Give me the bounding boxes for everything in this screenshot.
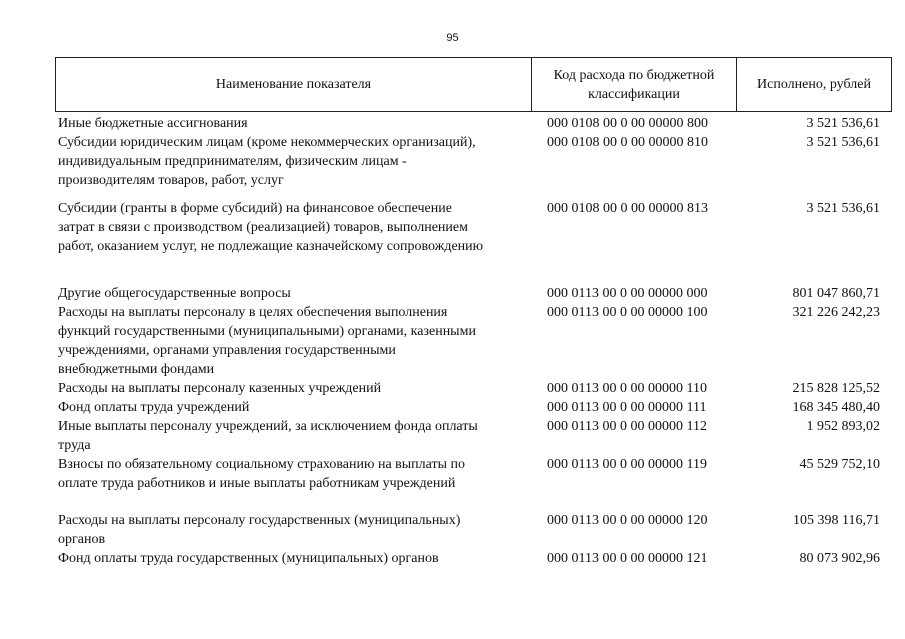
- row-amount: 215 828 125,52: [792, 381, 880, 396]
- row-amount: 168 345 480,40: [792, 400, 880, 415]
- row-amount: 45 529 752,10: [799, 457, 880, 472]
- row-code: 000 0113 00 0 00 00000 119: [547, 457, 707, 472]
- row-name-line: индивидуальным предпринимателям, физическим лицам -: [58, 154, 407, 169]
- header-expense-code-line1: Код расхода по бюджетной: [553, 67, 715, 83]
- row-name: [55, 417, 531, 455]
- row-code: 000 0113 00 0 00 00000 100: [547, 305, 708, 320]
- row-name-line: Фонд оплаты труда учреждений: [58, 400, 250, 415]
- row-name: [55, 284, 531, 303]
- row-code: 000 0113 00 0 00 00000 111: [547, 400, 707, 415]
- row-code: 000 0108 00 0 00 00000 810: [547, 135, 708, 150]
- row-amount: 321 226 242,23: [792, 305, 880, 320]
- row-name-line: Расходы на выплаты персоналу в целях обеспечения выполнения: [58, 305, 448, 320]
- row-name: [55, 398, 531, 417]
- row-name-line: работ, оказанием услуг, не подлежащие казначейскому сопровождению: [58, 239, 484, 254]
- row-name-line: Другие общегосударственные вопросы: [58, 286, 291, 301]
- table-row: [55, 199, 892, 256]
- row-name-line: Иные бюджетные ассигнования: [58, 116, 248, 131]
- row-name-line: функций государственными (муниципальными) органами, казенными: [58, 324, 476, 339]
- header-expense-code: [532, 58, 737, 111]
- row-name-line: Расходы на выплаты персоналу государственных (муниципальных): [58, 513, 461, 528]
- row-name: [55, 303, 531, 379]
- table-row: [55, 379, 892, 398]
- row-code: 000 0108 00 0 00 00000 813: [547, 201, 708, 216]
- row-amount: 1 952 893,02: [806, 419, 880, 434]
- page-number: 95: [446, 32, 459, 44]
- row-name: [55, 114, 531, 133]
- row-name-line: учреждениями, органами управления государственными: [58, 343, 396, 358]
- header-indicator-name: Наименование показателя: [56, 58, 532, 111]
- row-code: 000 0113 00 0 00 00000 110: [547, 381, 707, 396]
- table-row: [55, 417, 892, 455]
- row-amount: 3 521 536,61: [806, 201, 880, 216]
- row-name-line: Фонд оплаты труда государственных (муниципальных) органов: [58, 551, 439, 566]
- table-header: [55, 57, 892, 112]
- row-name-line: Субсидии (гранты в форме субсидий) на финансовое обеспечение: [58, 201, 452, 216]
- table-row: [55, 133, 892, 190]
- row-code: 000 0113 00 0 00 00000 112: [547, 419, 707, 434]
- header-executed-amount: Исполнено, рублей: [757, 77, 871, 92]
- row-name: [55, 379, 531, 398]
- row-name-line: оплате труда работников и иные выплаты работникам учреждений: [58, 476, 456, 491]
- table-row: [55, 511, 892, 549]
- row-amount: 105 398 116,71: [793, 513, 880, 528]
- row-amount: 801 047 860,71: [792, 286, 880, 301]
- row-name-line: Взносы по обязательному социальному страхованию на выплаты по: [58, 457, 466, 472]
- row-name-line: внебюджетными фондами: [58, 362, 215, 377]
- row-code: 000 0113 00 0 00 00000 120: [547, 513, 708, 528]
- row-name-line: Иные выплаты персоналу учреждений, за исключением фонда оплаты: [58, 419, 478, 434]
- row-amount: 80 073 902,96: [799, 551, 880, 566]
- row-name-line: труда: [58, 438, 91, 453]
- row-name-line: затрат в связи с производством (реализацией) товаров, выполнением: [58, 220, 468, 235]
- row-code: 000 0113 00 0 00 00000 000: [547, 286, 708, 301]
- row-name-line: органов: [58, 532, 106, 547]
- row-amount: 3 521 536,61: [806, 116, 880, 131]
- row-name-line: Расходы на выплаты персоналу казенных учреждений: [58, 381, 382, 396]
- table-row: [55, 398, 892, 417]
- row-amount: 3 521 536,61: [806, 135, 880, 150]
- row-code: 000 0113 00 0 00 00000 121: [547, 551, 708, 566]
- row-name: [55, 549, 531, 568]
- row-name-line: Субсидии юридическим лицам (кроме некоммерческих организаций),: [58, 135, 476, 150]
- row-code: 000 0108 00 0 00 00000 800: [547, 116, 708, 131]
- header-expense-code-line2: классификации: [588, 86, 680, 102]
- table-row: [55, 455, 892, 493]
- row-name: [55, 455, 531, 493]
- table-row: [55, 114, 892, 133]
- table-row: [55, 549, 892, 568]
- table-body: [55, 112, 892, 568]
- row-name: [55, 511, 531, 549]
- table-row: [55, 284, 892, 303]
- table-row: [55, 303, 892, 379]
- row-name: [55, 199, 531, 256]
- row-name: [55, 133, 531, 190]
- row-name-line: производителям товаров, работ, услуг: [58, 173, 284, 188]
